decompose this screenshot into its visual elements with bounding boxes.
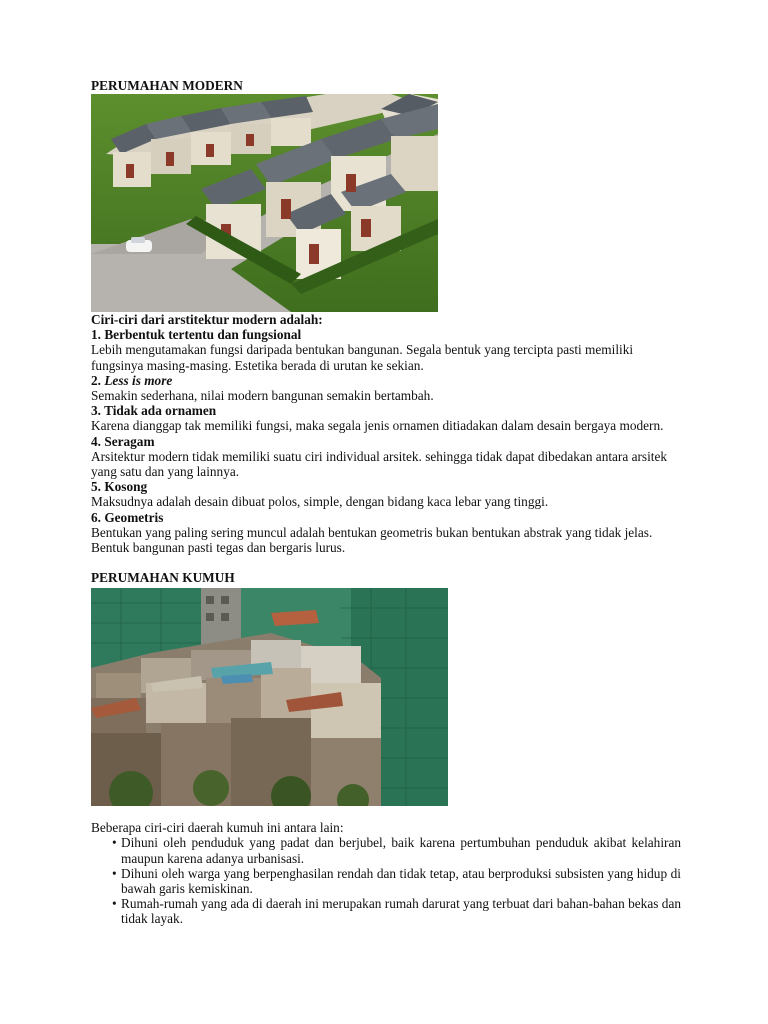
- item-6-title: 6. Geometris: [91, 509, 164, 525]
- modern-housing-image: [91, 94, 438, 312]
- spacer: [91, 555, 681, 570]
- bullet-icon: •: [112, 865, 117, 881]
- modern-item-3: [91, 403, 681, 433]
- list-item: • Dihuni oleh warga yang berpenghasilan rendah dan tidak tetap, atau berproduksi subsisten yang hidup di bawah garis kemiskinan.: [112, 865, 681, 897]
- kumuh-intro: Beberapa ciri-ciri daerah kumuh ini antara lain:: [91, 820, 344, 836]
- modern-item-1: [91, 327, 681, 373]
- item-5-text: Maksudnya adalah desain dibuat polos, simple, dengan bidang kaca lebar yang tinggi.: [91, 494, 549, 510]
- modern-item-2: [91, 373, 681, 403]
- modern-heading: PERUMAHAN MODERN: [91, 78, 243, 93]
- list-item: • Dihuni oleh penduduk yang padat dan berjubel, baik karena pertumbuhan penduduk akibat kelahiran maupun karena adanya urbanisasi.: [112, 835, 681, 866]
- item-1-text: Lebih mengutamakan fungsi daripada bentukan bangunan. Segala bentuk yang tercipta pasti memiliki fungsinya masing-masing. Estetika berada di urutan ke sekian.: [91, 342, 634, 373]
- modern-item-4: [91, 434, 681, 480]
- item-4-text: Arsitektur modern tidak memiliki suatu ciri individual arsitek. sehingga tidak dapat dibedakan antara arsitek yang satu dan yang lainnya.: [91, 448, 668, 480]
- modern-item-5: [91, 479, 681, 509]
- item-6-text: Bentukan yang paling sering muncul adalah bentukan geometris bukan bentukan abstrak yang tidak jelas. Bentuk bangunan pasti tegas dan bergaris lurus.: [91, 524, 653, 556]
- modern-item-6: [91, 510, 681, 556]
- bullet-icon: •: [112, 896, 117, 912]
- item-5-title: 5. Kosong: [91, 479, 148, 495]
- modern-intro: Ciri-ciri dari arstitektur modern adalah:: [91, 312, 323, 327]
- item-4-title: 4. Seragam: [91, 433, 155, 449]
- spacer: [91, 806, 681, 820]
- item-1-title: 1. Berbentuk tertentu dan fungsional: [91, 327, 302, 343]
- bullet-icon: •: [112, 835, 117, 851]
- item-3-title: 3. Tidak ada ornamen: [91, 403, 217, 419]
- slum-housing-image: [91, 588, 448, 806]
- list-item: • Rumah-rumah yang ada di daerah ini merupakan rumah darurat yang terbuat dari bahan-bahan bekas dan tidak layak.: [112, 896, 681, 927]
- kumuh-bullet-list: [91, 835, 681, 926]
- document-page: [91, 78, 681, 927]
- item-2-text: Semakin sederhana, nilai modern bangunan semakin bertambah.: [91, 388, 434, 404]
- kumuh-heading: PERUMAHAN KUMUH: [91, 570, 235, 586]
- item-3-text: Karena dianggap tak memiliki fungsi, maka segala jenis ornamen ditiadakan dalam desain bergaya modern.: [91, 418, 664, 434]
- item-2-title: 2. Less is more: [91, 372, 173, 388]
